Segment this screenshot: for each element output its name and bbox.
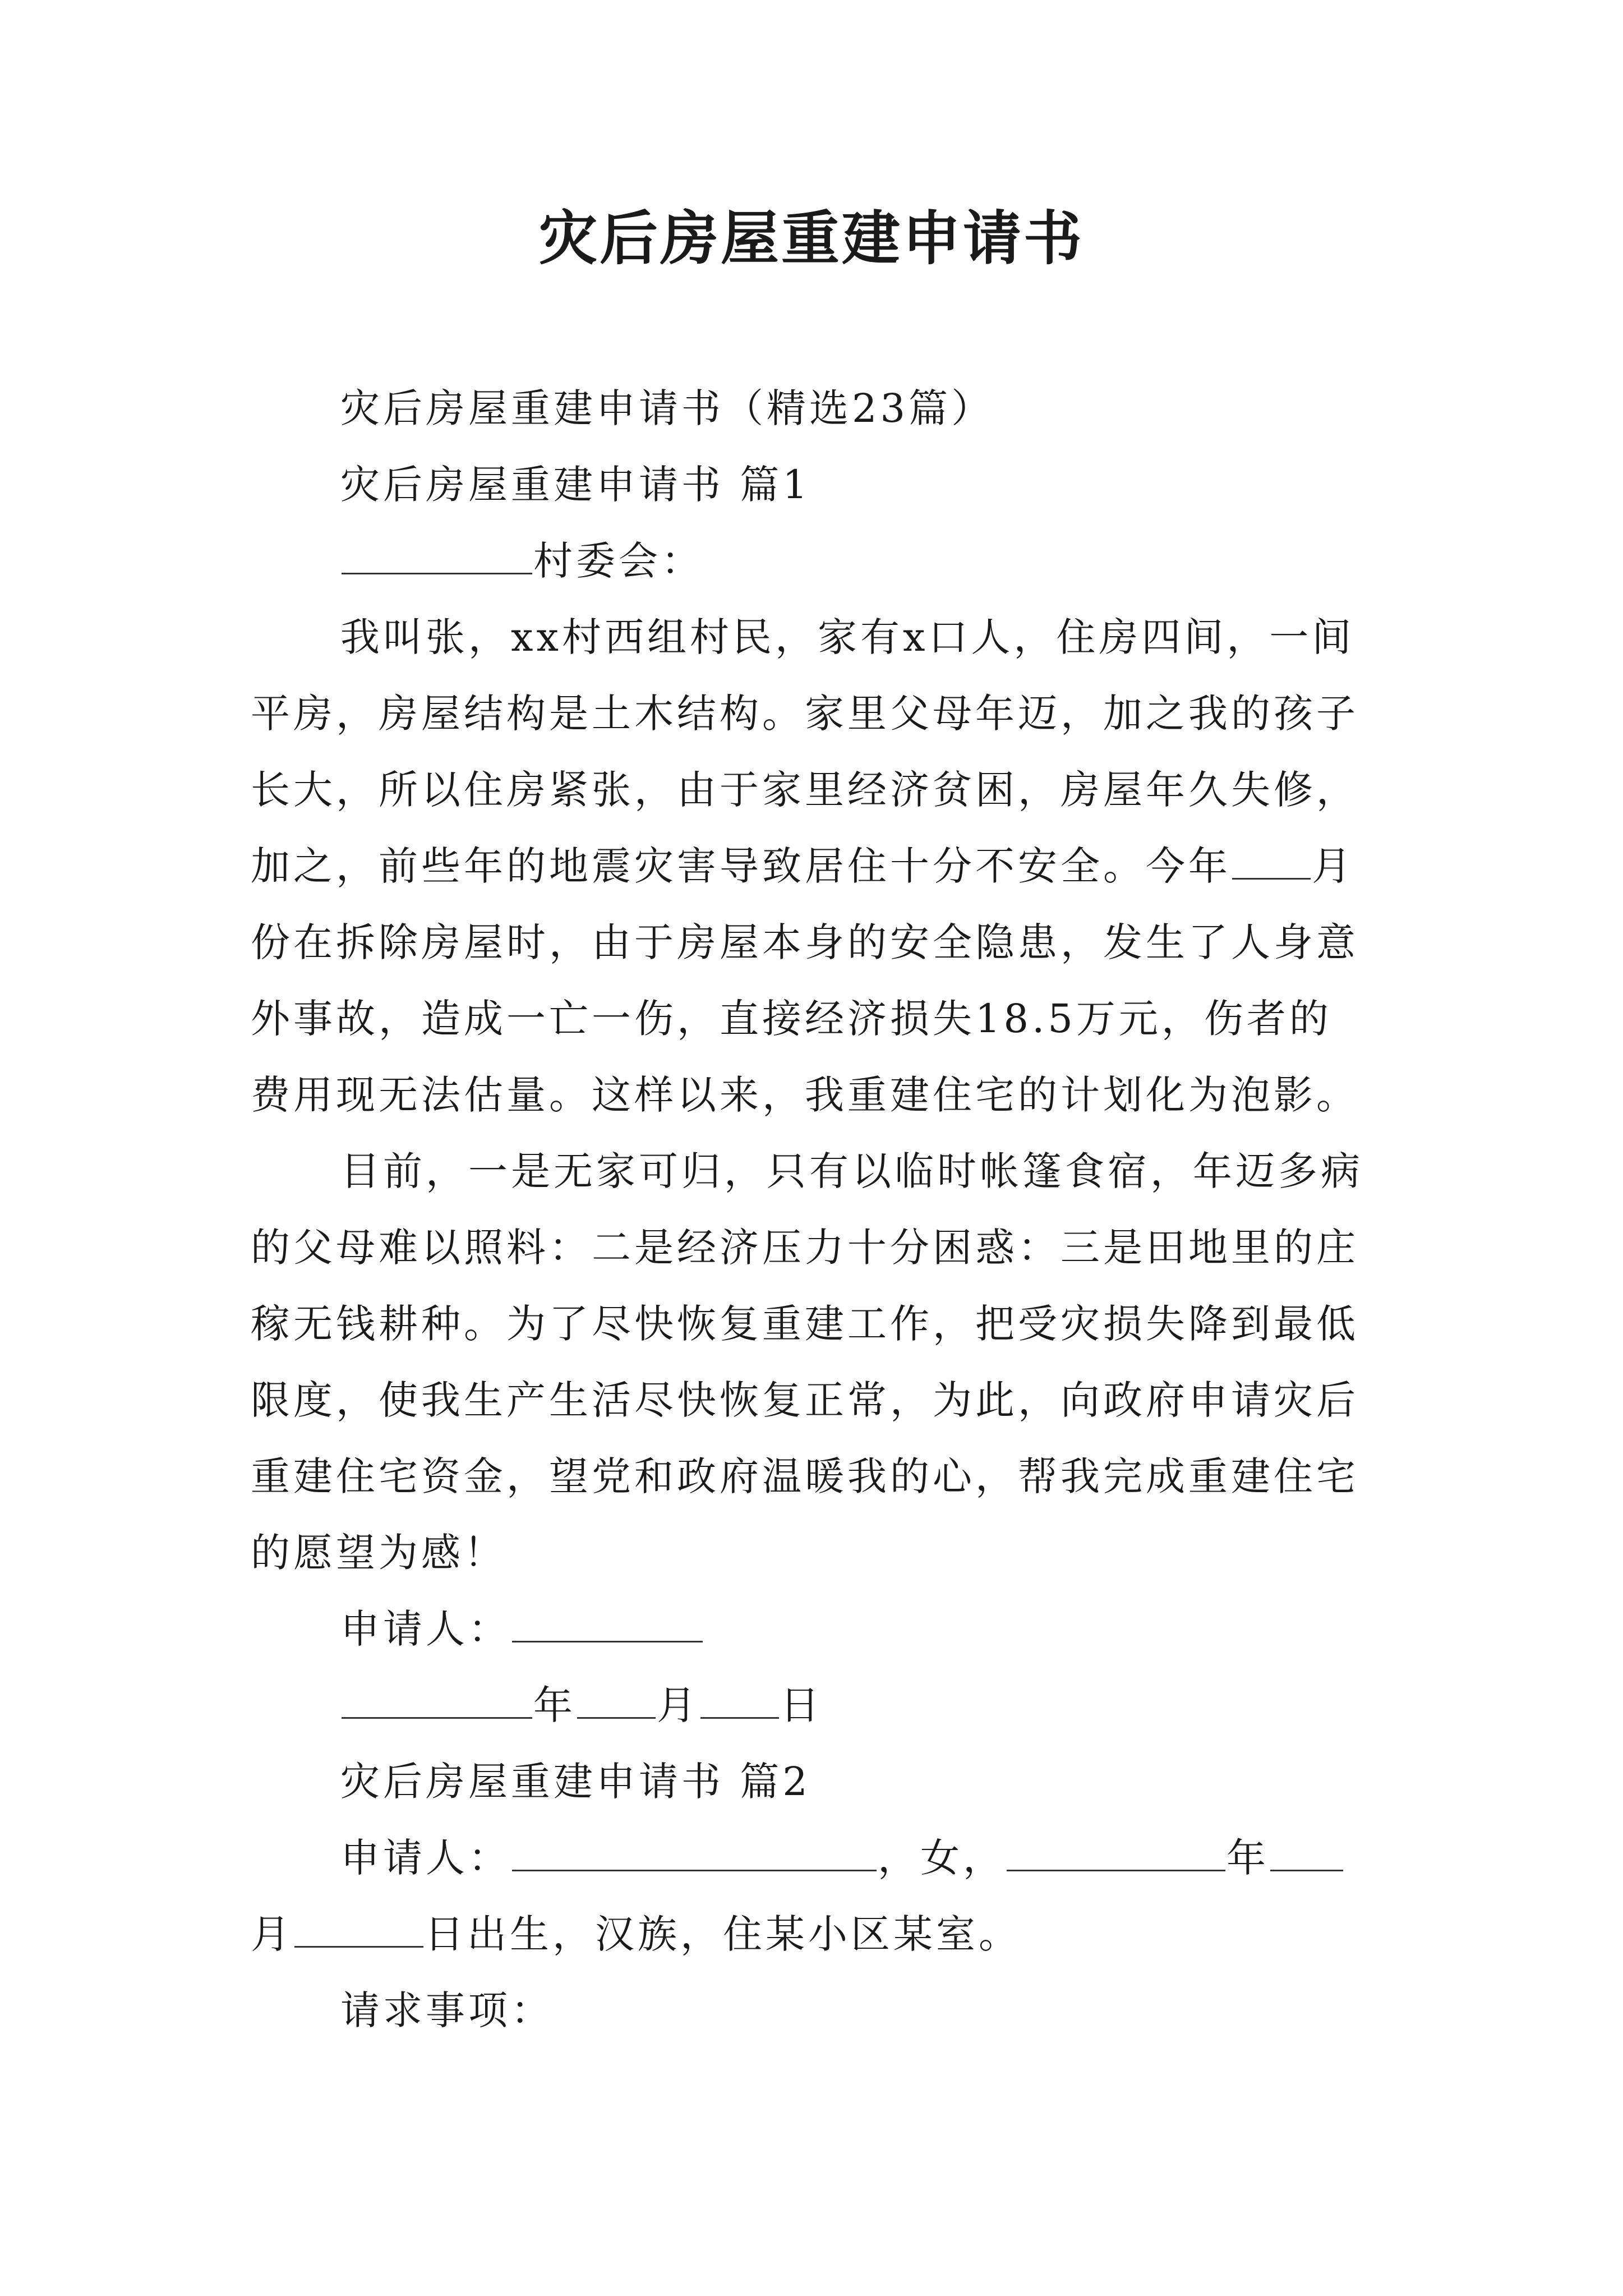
text-line: 外事故，造成一亡一伤，直接经济损失18.5万元，伤者的 [251, 996, 1332, 1042]
applicant-name-blank [512, 1608, 703, 1642]
gender-text: ，女， [878, 1835, 1006, 1881]
birth-day-blank [294, 1913, 423, 1948]
year-label: 年 [533, 1682, 576, 1728]
section1-heading: 灾后房屋重建申请书 篇1 [340, 462, 811, 508]
text-segment: 加之，前些年的地震灾害导致居住十分不安全。今年 [251, 843, 1231, 889]
text-line-with-blanks [251, 1820, 1372, 1896]
month-label: 月 [251, 1911, 293, 1957]
birth-year-blank [1007, 1837, 1225, 1871]
document-title: 灾后房屋重建申请书 [538, 204, 1084, 273]
applicant-label: 申请人： [340, 1606, 511, 1652]
salutation-text: 村委会： [533, 538, 704, 584]
document-body [251, 370, 1372, 2049]
section1-paragraph2 [251, 1133, 1372, 1591]
text-line: 长大，所以住房紧张，由于家里经济贫困，房屋年久失修， [251, 767, 1359, 813]
day-label: 日 [780, 1682, 823, 1728]
applicant-name-blank [512, 1837, 877, 1871]
date-line [251, 1667, 1372, 1743]
applicant-label: 申请人： [340, 1835, 511, 1881]
section1-paragraph1 [251, 599, 1372, 1133]
subtitle: 灾后房屋重建申请书（精选23篇） [340, 385, 994, 431]
year-label: 年 [1227, 1835, 1269, 1881]
text-line: 份在拆除房屋时，由于房屋本身的安全隐患，发生了人身意 [251, 919, 1359, 965]
section2-applicant-paragraph [251, 1820, 1372, 1972]
text-line: 平房，房屋结构是土木结构。家里父母年迈，加之我的孩子 [251, 691, 1359, 737]
village-name-blank [342, 540, 532, 574]
day-blank [700, 1685, 779, 1719]
salutation-line [251, 523, 1372, 599]
month-blank [1232, 845, 1311, 880]
year-blank [342, 1685, 532, 1719]
text-line: 的愿望为感！ [251, 1530, 506, 1576]
text-line: 限度，使我生产生活尽快恢复正常，为此，向政府申请灾后 [251, 1377, 1359, 1423]
text-segment: 月 [1312, 843, 1354, 889]
request-items-label: 请求事项： [340, 1987, 554, 2033]
text-line: 我叫张，xx村西组村民，家有x口人，住房四间，一间 [340, 614, 1355, 660]
text-line-with-blank [251, 828, 1372, 904]
month-label: 月 [657, 1682, 699, 1728]
text-line: 费用现无法估量。这样以来，我重建住宅的计划化为泡影。 [251, 1072, 1359, 1118]
text-line: 目前，一是无家可归，只有以临时帐篷食宿，年迈多病 [340, 1148, 1363, 1194]
applicant-signature-line [251, 1591, 1372, 1667]
text-line: 重建住宅资金，望党和政府温暖我的心，帮我完成重建住宅 [251, 1453, 1359, 1499]
text-line-with-blank [251, 1896, 1372, 1972]
birth-info-text: 日出生，汉族，住某小区某室。 [425, 1911, 1021, 1957]
birth-month-blank [1270, 1837, 1343, 1871]
month-blank [577, 1685, 656, 1719]
text-line: 的父母难以照料：二是经济压力十分困惑：三是田地里的庄 [251, 1225, 1359, 1271]
text-line: 稼无钱耕种。为了尽快恢复重建工作，把受灾损失降到最低 [251, 1301, 1359, 1347]
section2-heading: 灾后房屋重建申请书 篇2 [340, 1759, 811, 1805]
